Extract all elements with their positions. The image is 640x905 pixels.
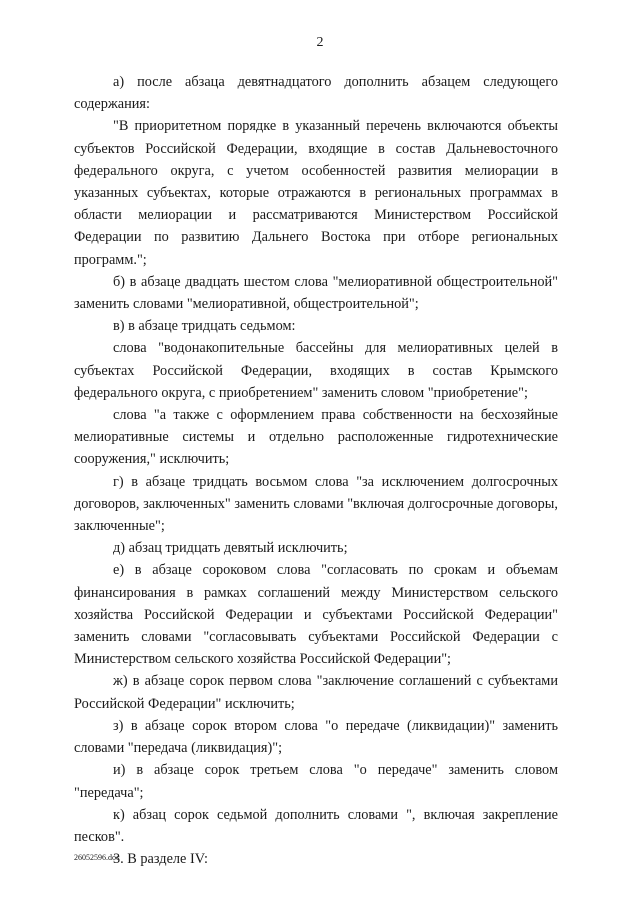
paragraph: г) в абзаце тридцать восьмом слова "за исключением долгосрочных договоров, заключенных" заменить словами "включая долгосрочные договоры, заключенные";	[74, 473, 558, 535]
document-body	[74, 71, 558, 870]
paragraph: 3. В разделе IV:	[113, 851, 208, 868]
paragraph: слова "а также с оформлением права собственности на бесхозяйные мелиоративные системы и отдельно расположенные гидротехнические сооружения," исключить;	[74, 407, 558, 468]
paragraph: ж) в абзаце сорок первом слова "заключение соглашений с субъектами Российской Федерации" исключить;	[74, 673, 558, 712]
paragraph: е) в абзаце сороковом слова "согласовать по срокам и объемам финансирования в рамках соглашений между Министерством сельского хозяйства Российской Федерации и субъектами Российской Федерации" заменить словами "согласовывать субъектами Российской Федерации с Министерством сельского хозяйства Российской Федерации";	[74, 562, 558, 668]
paragraph: и) в абзаце сорок третьем слова "о передаче" заменить словом "передача";	[74, 762, 558, 801]
page-number: 2	[316, 35, 324, 50]
paragraph: слова "водонакопительные бассейны для мелиоративных целей в субъектах Российской Федерации, входящих в состав Крымского федерального округа, с приобретением" заменить словом "приобретение";	[74, 340, 558, 401]
footer-filename: 26052596.doc	[74, 853, 120, 862]
paragraph: д) абзац тридцать девятый исключить;	[113, 540, 348, 557]
paragraph: б) в абзаце двадцать шестом слова "мелиоративной общестроительной" заменить словами "мелиоративной, общестроительной";	[74, 273, 558, 313]
paragraph: "В приоритетном порядке в указанный перечень включаются объекты субъектов Российской Федерации, входящие в состав Дальневосточного федерального округа, с учетом особенностей развития мелиорации в указанных субъектах, которые отражаются в региональных программах в области мелиорации и рассматриваются Министерством Российской Федерации по развитию Дальнего Востока при отборе региональных программ.";	[74, 118, 558, 268]
paragraph: в) в абзаце тридцать седьмом:	[113, 318, 296, 335]
paragraph: а) после абзаца девятнадцатого дополнить абзацем следующего содержания:	[74, 74, 558, 113]
paragraph: з) в абзаце сорок втором слова "о передаче (ликвидации)" заменить словами "передача (ликвидация)";	[74, 717, 558, 757]
paragraph: к) абзац сорок седьмой дополнить словами ", включая закрепление песков".	[74, 806, 558, 845]
